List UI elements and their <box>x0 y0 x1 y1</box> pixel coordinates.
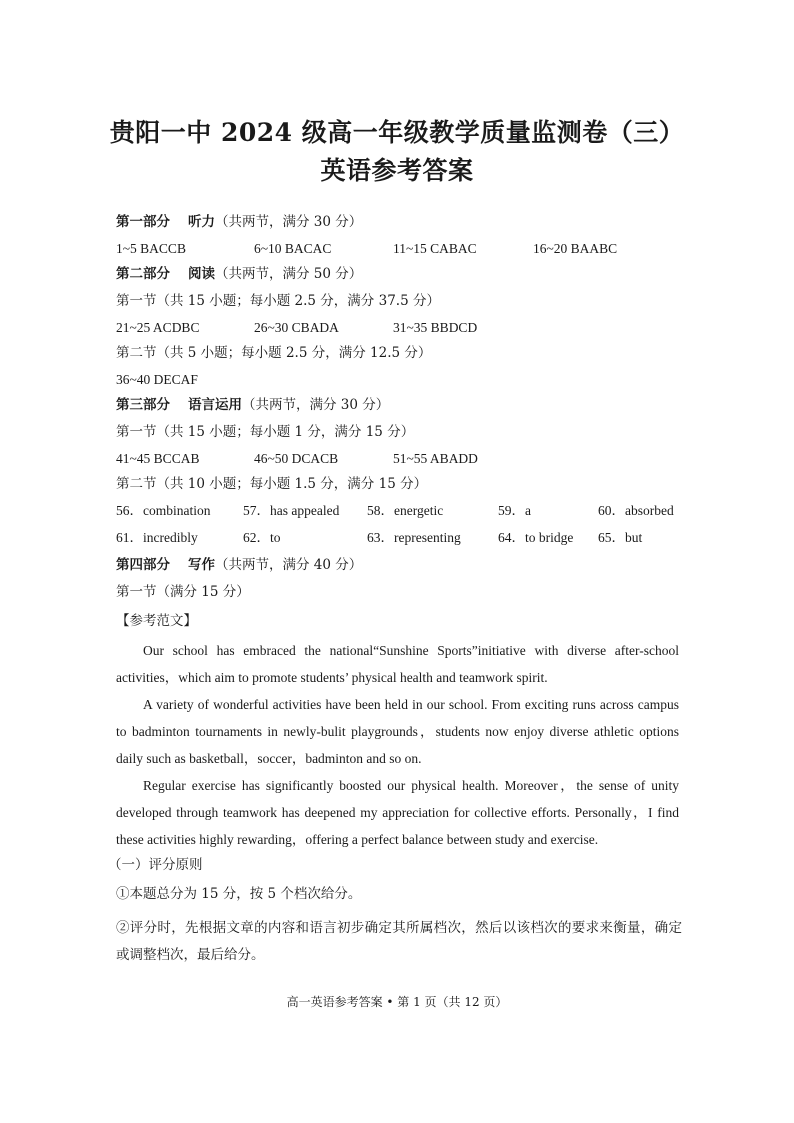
answer-group: 26~30 CBADA <box>254 320 339 335</box>
answer-group: 16~20 BAABC <box>533 241 618 256</box>
part2-section1: 第一节（共 15 小题；每小题 2.5 分，满分 37.5 分） <box>116 293 440 309</box>
part3-heading: 第三部分 <box>116 397 170 413</box>
fill-answer: 59．a <box>498 503 531 518</box>
part2-heading: 第二部分 <box>116 266 170 282</box>
fill-answer: 63．representing <box>367 530 461 545</box>
part1-detail: （共两节，满分 30 分） <box>215 214 363 230</box>
part4-name: 写作 <box>188 557 215 573</box>
answer-group: 1~5 BACCB <box>116 241 186 256</box>
answer-group: 31~35 BBDCD <box>393 320 478 335</box>
page-title: 贵阳一中 2024 级高一年级教学质量监测卷（三） <box>109 118 685 147</box>
grading-rule-1: ①本题总分为 15 分，按 5 个档次给分。 <box>116 886 362 902</box>
part2-name: 阅读 <box>188 266 215 282</box>
part3-section2: 第二节（共 10 小题；每小题 1.5 分，满分 15 分） <box>116 476 428 492</box>
part4-detail: （共两节，满分 40 分） <box>215 557 363 573</box>
grading-rule-2: ②评分时，先根据文章的内容和语言初步确定其所属档次，然后以该档次的要求来衡量，确定或调整档次，最后给分。 <box>116 920 682 962</box>
part2-detail: （共两节，满分 50 分） <box>215 266 363 282</box>
part1-header <box>116 213 362 231</box>
fill-answer: 62．to <box>243 530 281 545</box>
answer-group: 21~25 ACDBC <box>116 320 200 335</box>
part3-detail: （共两节，满分 30 分） <box>242 397 390 413</box>
page-footer: 高一英语参考答案 • 第 1 页（共 12 页） <box>286 995 508 1009</box>
fill-answer: 56．combination <box>116 503 211 518</box>
fill-answer: 58．energetic <box>367 503 444 518</box>
sample-essay-label: 【参考范文】 <box>116 613 197 629</box>
part3-section1: 第一节（共 15 小题；每小题 1 分，满分 15 分） <box>116 424 415 440</box>
answer-group: 6~10 BACAC <box>254 241 332 256</box>
part4-heading: 第四部分 <box>116 557 170 573</box>
fill-answer: 64．to bridge <box>498 530 574 545</box>
essay-paragraph: A variety of wonderful activities have been held in our school. From exciting runs across campus to badminton tournaments in newly-bulit playgrounds，students now enjoy diverse athletic options daily such as basketball，soccer，badminton and so on. <box>116 697 679 766</box>
fill-answer: 60．absorbed <box>598 503 674 518</box>
fill-answer: 65．but <box>598 530 643 545</box>
part3-header <box>116 396 389 414</box>
answer-group: 11~15 CABAC <box>393 241 477 256</box>
part2-section2: 第二节（共 5 小题；每小题 2.5 分，满分 12.5 分） <box>116 345 432 361</box>
page-subtitle: 英语参考答案 <box>320 156 474 185</box>
answer-group: 41~45 BCCAB <box>116 451 200 466</box>
part4-header <box>116 556 362 574</box>
part4-section1: 第一节（满分 15 分） <box>116 584 250 600</box>
grading-title: （一）评分原则 <box>108 857 203 873</box>
answer-group: 51~55 ABADD <box>393 451 478 466</box>
part1-name: 听力 <box>188 214 215 230</box>
fill-answer: 57．has appealed <box>243 503 340 518</box>
essay-paragraph: Regular exercise has significantly boosted our physical health. Moreover，the sense of unity developed through teamwork has deepened my appreciation for collective efforts. Personally，I find these activities highly rewarding，offering a perfect balance between study and exercise. <box>116 778 679 847</box>
part3-name: 语言运用 <box>188 397 242 413</box>
essay-paragraph: Our school has embraced the national“Sunshine Sports”initiative with diverse after-school activities，which aim to promote students’ physical health and teamwork spirit. <box>116 643 679 685</box>
answer-group: 46~50 DCACB <box>254 451 339 466</box>
part2-header <box>116 265 362 283</box>
fill-answer: 61．incredibly <box>116 530 198 545</box>
answer-group: 36~40 DECAF <box>116 372 198 387</box>
part1-heading: 第一部分 <box>116 214 170 230</box>
